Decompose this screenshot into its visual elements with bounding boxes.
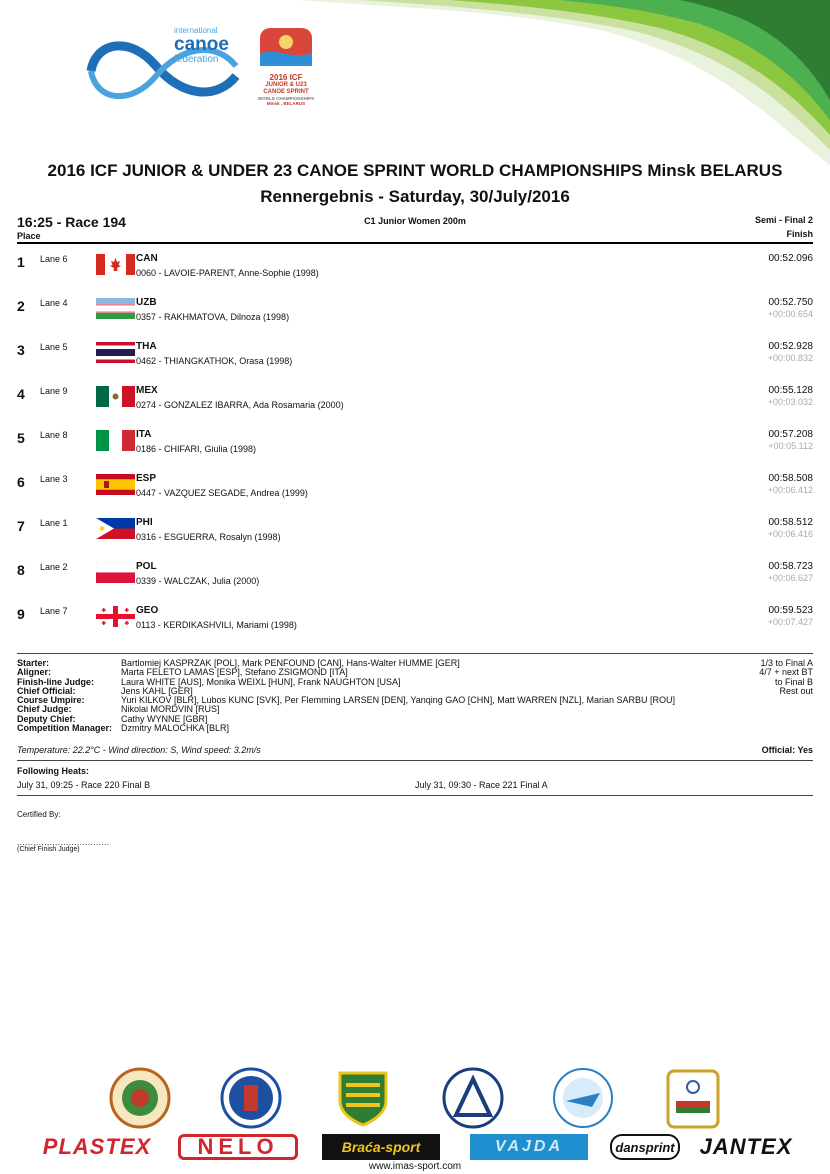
result-athlete: 0316 - ESGUERRA, Rosalyn (1998) bbox=[136, 532, 281, 542]
following-divider bbox=[17, 795, 813, 796]
result-time: 00:58.508 bbox=[768, 473, 813, 484]
result-nation: CAN bbox=[136, 253, 158, 264]
official-names: Dzmitry MALOCHKA [BLR] bbox=[121, 723, 230, 734]
sponsor-url: www.imas-sport.com bbox=[368, 1161, 462, 1172]
official-entry bbox=[17, 724, 675, 733]
result-time: 00:58.512 bbox=[768, 517, 813, 528]
champ-logo-line4: WORLD CHAMPIONSHIPS bbox=[257, 96, 315, 101]
result-time: 00:55.128 bbox=[768, 385, 813, 396]
result-time-diff: +00:06.627 bbox=[767, 573, 813, 583]
sponsor-emblem-6-icon bbox=[662, 1067, 724, 1129]
uzb-flag-icon bbox=[96, 298, 135, 319]
official-names: Cathy WYNNE [GBR] bbox=[121, 713, 208, 724]
progression-rule: 1/3 to Final A bbox=[760, 658, 813, 668]
result-row bbox=[0, 340, 830, 384]
result-lane: Lane 6 bbox=[40, 254, 68, 264]
result-nation: THA bbox=[136, 341, 157, 352]
result-time: 00:52.928 bbox=[768, 341, 813, 352]
esp-flag-icon bbox=[96, 474, 135, 495]
result-lane: Lane 2 bbox=[40, 562, 68, 572]
sponsor-jantex-logo: JANTEX bbox=[699, 1134, 793, 1159]
race-time-number: 16:25 - Race 194 bbox=[17, 214, 126, 230]
official-role: Course Umpire: bbox=[17, 695, 85, 706]
championship-logo bbox=[256, 26, 316, 112]
sponsor-emblem-5-icon bbox=[552, 1067, 614, 1129]
result-athlete: 0447 - VAZQUEZ SEGADE, Andrea (1999) bbox=[136, 488, 308, 498]
result-athlete: 0357 - RAKHMATOVA, Dilnoza (1998) bbox=[136, 312, 290, 322]
champ-logo-line2: JUNIOR & U23 bbox=[265, 82, 307, 88]
progression-rule: to Final B bbox=[774, 676, 813, 687]
result-lane: Lane 1 bbox=[40, 518, 68, 528]
conditions-divider bbox=[17, 760, 813, 761]
result-athlete: 0274 - GONZALEZ IBARRA, Ada Rosamaria (2000) bbox=[136, 400, 344, 410]
result-time: 00:52.750 bbox=[768, 297, 813, 308]
result-place: 4 bbox=[17, 386, 25, 402]
official-names: Yuri KILKOV [BLR], Lubos KUNC [SVK], Per Flemming LARSEN [DEN], Yanqing GAO [CHN], Matt WARREN [NZL], Marian SARBU [ROU] bbox=[121, 695, 675, 706]
progression-rules bbox=[759, 659, 813, 696]
header-divider bbox=[17, 242, 813, 244]
following-heats-label: Following Heats: bbox=[17, 766, 89, 776]
champ-logo-line5: Minsk , BELARUS bbox=[266, 101, 306, 107]
signature-line: .................................. bbox=[17, 838, 110, 847]
result-time-diff: +00:03.032 bbox=[767, 397, 813, 407]
certified-by-label: Certified By: bbox=[17, 810, 61, 819]
sponsor-emblem-2-icon bbox=[220, 1067, 282, 1129]
result-time: 00:59.523 bbox=[768, 605, 813, 616]
result-lane: Lane 4 bbox=[40, 298, 68, 308]
result-row bbox=[0, 604, 830, 648]
result-row bbox=[0, 252, 830, 296]
official-role: Chief Official: bbox=[17, 685, 76, 696]
result-time-diff: +00:07.427 bbox=[767, 617, 813, 627]
page-title: 2016 ICF JUNIOR & UNDER 23 CANOE SPRINT WORLD CHAMPIONSHIPS Minsk BELARUS bbox=[47, 161, 783, 180]
result-nation: ESP bbox=[136, 473, 157, 484]
result-row bbox=[0, 428, 830, 472]
result-nation: MEX bbox=[136, 385, 158, 396]
official-names: Marta FELETO LAMAS [ESP], Stefano ZSIGMOND [ITA] bbox=[121, 667, 348, 678]
official-entry bbox=[17, 715, 675, 724]
result-time-diff: +00:00.832 bbox=[767, 353, 813, 363]
result-row bbox=[0, 472, 830, 516]
race-phase: Semi - Final 2 bbox=[754, 215, 813, 225]
progression-rule: Rest out bbox=[779, 685, 813, 696]
official-role: Aligner: bbox=[17, 667, 52, 678]
result-place: 7 bbox=[17, 518, 25, 534]
geo-flag-icon bbox=[96, 606, 135, 627]
result-time-diff: +00:00.654 bbox=[767, 309, 813, 319]
result-row bbox=[0, 296, 830, 340]
results-divider bbox=[17, 653, 813, 654]
ita-flag-icon bbox=[96, 430, 135, 451]
header-swoosh-graphic bbox=[300, 0, 830, 165]
icf-logo bbox=[86, 26, 241, 116]
mex-flag-icon bbox=[96, 386, 135, 407]
result-time: 00:57.208 bbox=[768, 429, 813, 440]
official-role: Chief Judge: bbox=[17, 704, 72, 715]
result-place: 9 bbox=[17, 606, 25, 622]
result-nation: ITA bbox=[136, 429, 152, 440]
following-heat-1: July 31, 09:25 - Race 220 Final B bbox=[17, 780, 151, 790]
sponsor-vajda-logo: VAJDA bbox=[470, 1134, 588, 1160]
result-place: 2 bbox=[17, 298, 25, 314]
weather-conditions: Temperature: 22.2°C - Wind direction: S, Wind speed: 3.2m/s bbox=[17, 745, 261, 755]
sponsor-emblem-4-icon bbox=[442, 1067, 504, 1129]
icf-logo-line1: international bbox=[174, 26, 218, 35]
champ-logo-line1: 2016 ICF bbox=[269, 73, 303, 82]
result-nation: PHI bbox=[136, 517, 153, 528]
official-names: Nikolai MORDVIN [RUS] bbox=[121, 704, 220, 715]
result-time-diff: +00:05.112 bbox=[768, 441, 813, 451]
tha-flag-icon bbox=[96, 342, 135, 363]
icf-logo-line2: canoe bbox=[174, 34, 229, 55]
championship-emblem-icon bbox=[256, 26, 316, 68]
official-role: Starter: bbox=[17, 658, 50, 668]
result-time: 00:52.096 bbox=[768, 253, 813, 264]
place-column-header: Place bbox=[17, 231, 41, 241]
result-lane: Lane 7 bbox=[40, 606, 68, 616]
result-time: 00:58.723 bbox=[768, 561, 813, 572]
official-names: Laura WHITE [AUS], Monika WEIXL [HUN], Frank NAUGHTON [USA] bbox=[121, 676, 401, 687]
result-athlete: 0060 - LAVOIE-PARENT, Anne-Sophie (1998) bbox=[136, 268, 319, 278]
result-lane: Lane 8 bbox=[40, 430, 68, 440]
result-row bbox=[0, 560, 830, 604]
result-row bbox=[0, 516, 830, 560]
champ-logo-line3: CANOE SPRINT bbox=[263, 89, 309, 95]
following-heat-2: July 31, 09:30 - Race 221 Final A bbox=[415, 780, 548, 790]
result-time-diff: +00:06.412 bbox=[767, 485, 813, 495]
phi-flag-icon bbox=[96, 518, 135, 539]
progression-rule: 4/7 + next BT bbox=[759, 667, 813, 678]
sponsor-emblem-1-icon bbox=[109, 1067, 171, 1129]
official-entry bbox=[17, 678, 675, 687]
page-subtitle: Rennergebnis - Saturday, 30/July/2016 bbox=[260, 187, 570, 206]
result-row bbox=[0, 384, 830, 428]
official-role: Competition Manager: bbox=[17, 723, 113, 734]
result-place: 3 bbox=[17, 342, 25, 358]
result-place: 8 bbox=[17, 562, 25, 578]
pol-flag-icon bbox=[96, 562, 135, 583]
sponsor-braca-sport-logo: Braća-sport bbox=[322, 1134, 440, 1160]
result-nation: GEO bbox=[136, 605, 159, 616]
sponsor-dansprint-logo: dansprint bbox=[610, 1134, 680, 1160]
result-lane: Lane 5 bbox=[40, 342, 68, 352]
result-athlete: 0186 - CHIFARI, Giulia (1998) bbox=[136, 444, 257, 454]
official-role: Finish-line Judge: bbox=[17, 676, 95, 687]
official-entry bbox=[17, 696, 675, 705]
sponsor-plastex-logo: PLASTEX bbox=[42, 1134, 152, 1159]
result-time-diff: +00:06.416 bbox=[767, 529, 813, 539]
result-nation: POL bbox=[136, 561, 157, 572]
sponsor-nelo-logo: NELO bbox=[178, 1134, 298, 1160]
official-entry bbox=[17, 705, 675, 714]
result-lane: Lane 9 bbox=[40, 386, 68, 396]
race-category: C1 Junior Women 200m bbox=[364, 216, 466, 226]
result-place: 5 bbox=[17, 430, 25, 446]
can-flag-icon bbox=[96, 254, 135, 275]
official-names: Bartlomiej KASPRZAK [POL], Mark PENFOUND [CAN], Hans-Walter HUMME [GER] bbox=[121, 658, 460, 668]
result-athlete: 0462 - THIANGKATHOK, Orasa (1998) bbox=[136, 356, 293, 366]
result-place: 6 bbox=[17, 474, 25, 490]
finish-column-header: Finish bbox=[786, 229, 813, 239]
official-role: Deputy Chief: bbox=[17, 713, 76, 724]
chief-finish-judge-label: (Chief Finish Judge) bbox=[17, 846, 80, 853]
sponsor-emblem-3-icon bbox=[332, 1067, 394, 1129]
officials-list bbox=[17, 659, 675, 733]
result-nation: UZB bbox=[136, 297, 157, 308]
result-lane: Lane 3 bbox=[40, 474, 68, 484]
result-athlete: 0339 - WALCZAK, Julia (2000) bbox=[136, 576, 260, 586]
official-names: Jens KAHL [GER] bbox=[121, 685, 193, 696]
result-athlete: 0113 - KERDIKASHVILI, Mariami (1998) bbox=[136, 620, 297, 630]
result-place: 1 bbox=[17, 254, 25, 270]
official-status: Official: Yes bbox=[761, 745, 813, 755]
icf-logo-line3: federation bbox=[174, 54, 219, 65]
